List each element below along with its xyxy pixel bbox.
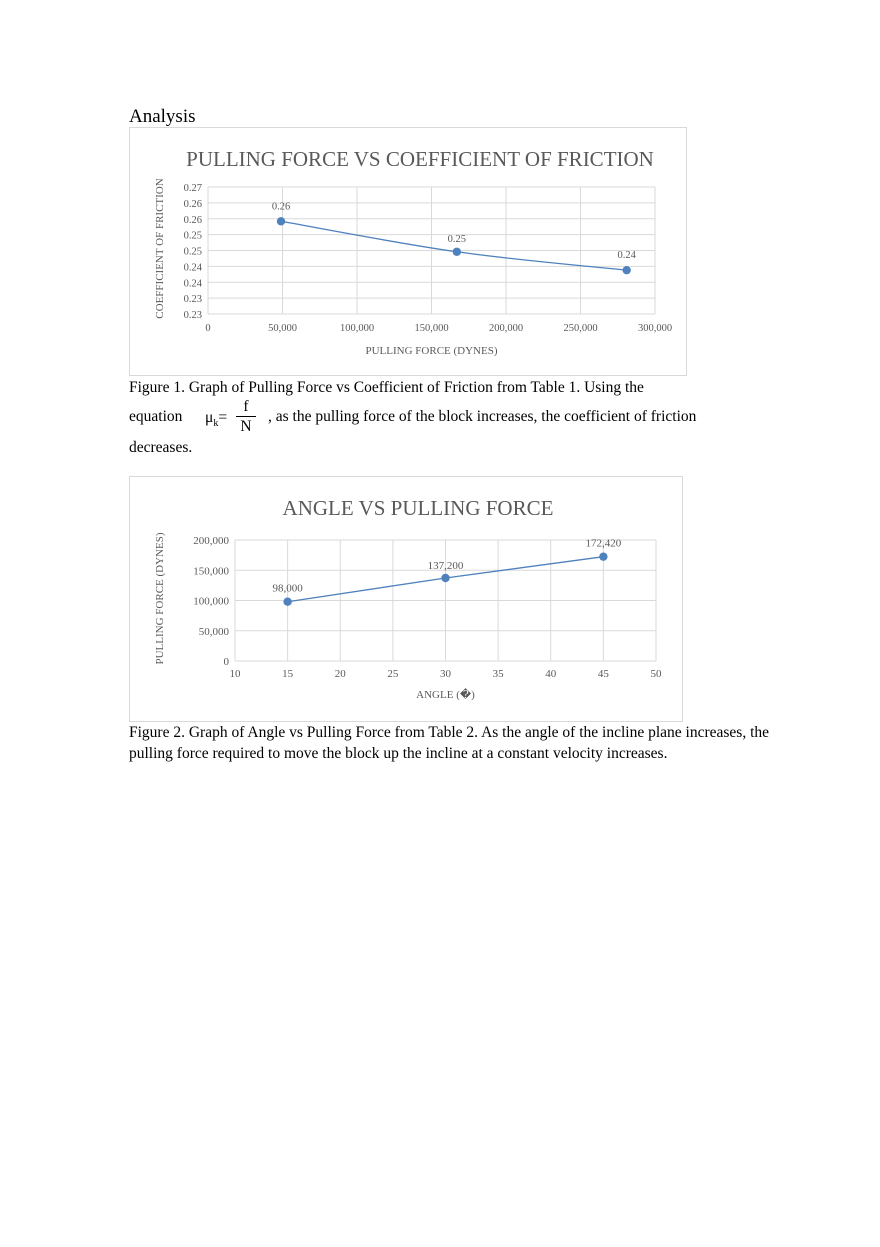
series-line <box>281 221 627 270</box>
chart-title: PULLING FORCE VS COEFFICIENT OF FRICTION <box>186 147 654 171</box>
x-tick-label: 50,000 <box>268 323 297 334</box>
data-label: 0.25 <box>447 233 467 245</box>
x-tick-label: 15 <box>282 668 294 680</box>
y-tick-label: 0.26 <box>183 214 202 226</box>
x-tick-label: 40 <box>545 668 557 680</box>
data-label: 0.26 <box>271 201 291 213</box>
x-tick-label: 150,000 <box>414 323 449 334</box>
figure1-caption-post: , as the pulling force of the block increases, the coefficient of friction <box>268 408 697 425</box>
x-tick-label: 100,000 <box>339 323 375 334</box>
data-label: 0.24 <box>617 250 636 262</box>
chart-angle <box>129 476 683 722</box>
data-point <box>599 552 607 560</box>
x-tick-label: 45 <box>597 668 609 680</box>
y-axis-title: PULLING FORCE (DYNES) <box>154 532 166 665</box>
data-point <box>622 266 630 274</box>
y-tick-label: 200,000 <box>193 535 229 547</box>
x-tick-label: 50 <box>650 668 662 680</box>
figure1-caption-line1: Figure 1. Graph of Pulling Force vs Coefficient of Friction from Table 1. Using the <box>129 379 644 396</box>
x-tick-label: 200,000 <box>488 323 524 334</box>
y-tick-label: 0.25 <box>183 246 202 258</box>
y-tick-label: 0 <box>223 656 229 668</box>
x-tick-label: 20 <box>334 668 346 680</box>
y-tick-label: 0.24 <box>183 262 202 274</box>
x-tick-label: 250,000 <box>563 323 598 334</box>
x-tick-label: 10 <box>229 668 241 680</box>
equation-denominator: N <box>240 418 252 435</box>
data-label: 98,000 <box>272 582 303 595</box>
data-point <box>441 574 449 582</box>
section-heading: Analysis <box>129 106 196 127</box>
y-tick-label: 0.24 <box>183 278 202 290</box>
y-tick-label: 100,000 <box>193 595 229 608</box>
data-point <box>277 217 285 225</box>
x-tick-label: 0 <box>205 323 211 334</box>
figure1-caption-pre: equation <box>129 408 183 425</box>
x-axis-title: PULLING FORCE (DYNES) <box>365 345 498 357</box>
x-tick-label: 35 <box>492 668 504 680</box>
y-tick-label: 0.25 <box>183 230 202 242</box>
y-tick-label: 0.26 <box>183 198 202 210</box>
x-tick-label: 300,000 <box>637 323 673 334</box>
data-label: 172,420 <box>585 537 622 550</box>
x-axis-title: ANGLE (�) <box>416 689 475 701</box>
data-point <box>453 248 461 256</box>
y-tick-label: 50,000 <box>198 625 229 638</box>
equation-fraction <box>236 398 256 436</box>
figure2-caption: Figure 2. Graph of Angle vs Pulling Force from Table 2. As the angle of the incline plane increases, the pulling force required to move the block up the incline at a constant velocity increases. <box>129 724 770 762</box>
chart-angle-svg <box>130 477 682 721</box>
y-tick-label: 0.27 <box>183 183 202 194</box>
y-tick-label: 0.23 <box>183 294 202 306</box>
x-tick-label: 30 <box>440 668 451 680</box>
x-tick-label: 25 <box>387 668 399 680</box>
y-tick-label: 150,000 <box>193 565 229 578</box>
data-label: 137,200 <box>427 559 464 572</box>
data-point <box>283 598 291 606</box>
y-axis-title: COEFFICIENT OF FRICTION <box>154 178 166 319</box>
equation-numerator: f <box>236 398 256 417</box>
figure1-caption-line3: decreases. <box>129 439 193 456</box>
equation-mu: $\mu_k=$ <box>205 409 228 430</box>
y-tick-label: 0.23 <box>183 310 202 321</box>
chart-title: ANGLE VS PULLING FORCE <box>282 496 554 520</box>
chart-friction <box>129 127 687 376</box>
chart-friction-svg <box>130 128 686 375</box>
